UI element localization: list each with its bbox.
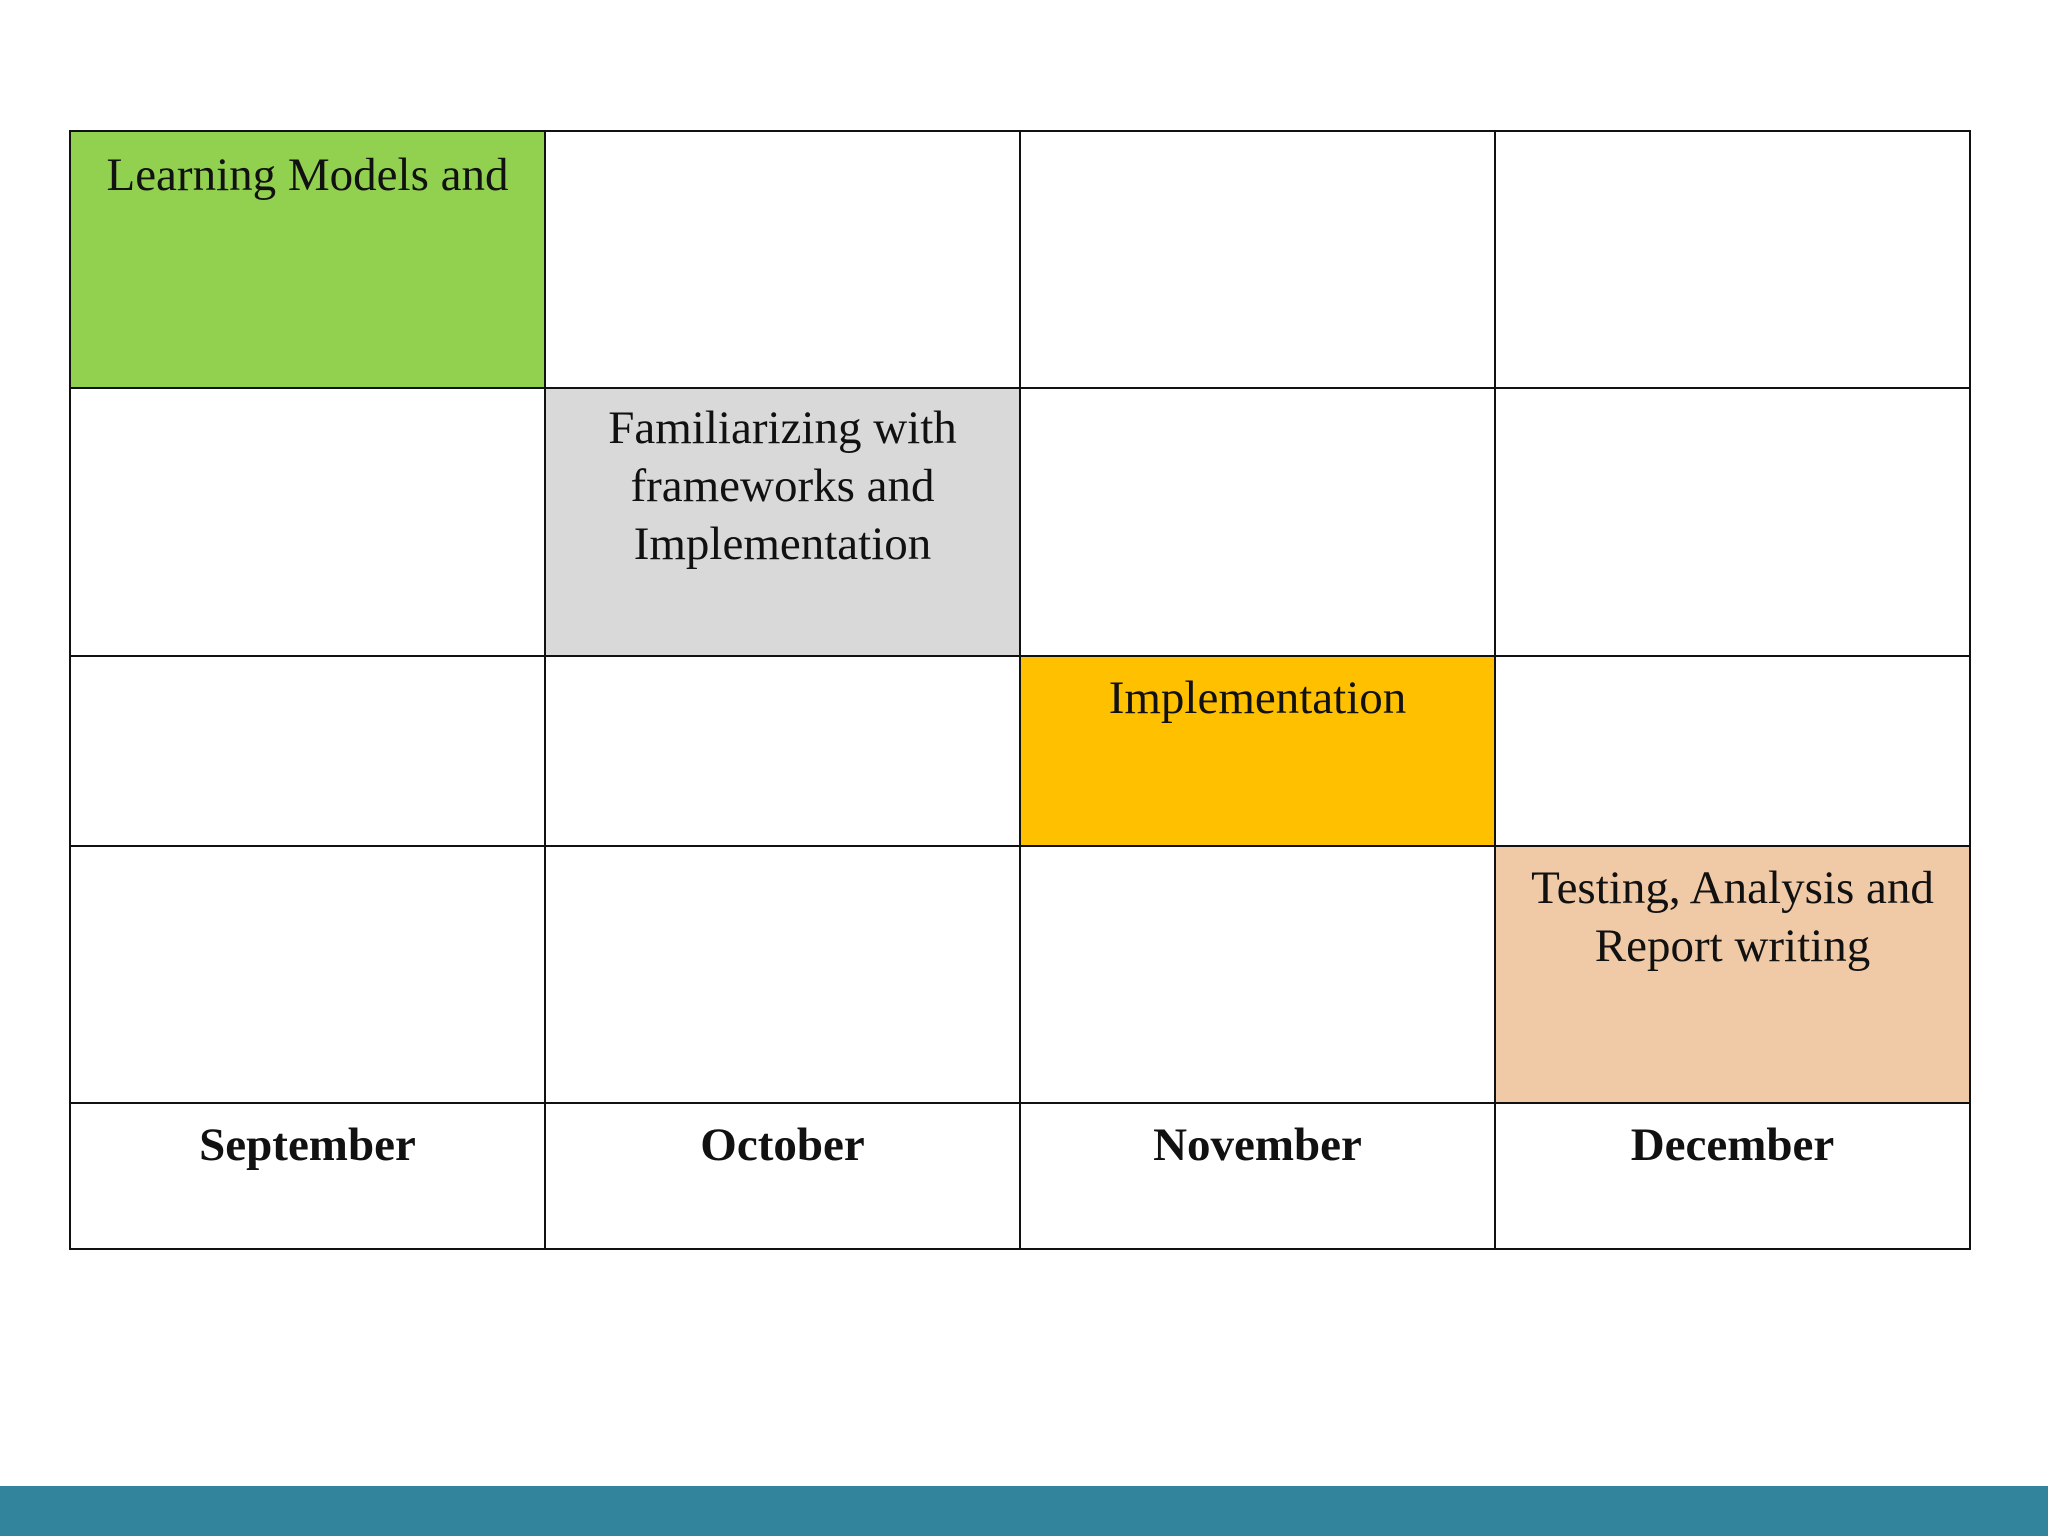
task-cell-testing [1495, 846, 1970, 1103]
empty-cell [545, 131, 1020, 388]
empty-cell [545, 846, 1020, 1103]
month-label: September [199, 1119, 416, 1171]
task-row-1 [70, 131, 1970, 388]
task-label: Implementation [1108, 672, 1407, 724]
task-cell-learning-models [70, 131, 545, 388]
month-cell-september [70, 1103, 545, 1249]
task-row-2 [70, 388, 1970, 656]
empty-cell [1020, 846, 1495, 1103]
timeline-table [69, 130, 1971, 1250]
empty-cell [70, 656, 545, 846]
empty-cell [1020, 388, 1495, 656]
empty-cell [545, 656, 1020, 846]
month-cell-october [545, 1103, 1020, 1249]
task-label: Learning Models and [106, 149, 509, 201]
task-label: Testing, Analysis and Report writing [1531, 862, 1934, 972]
task-cell-familiarizing [545, 388, 1020, 656]
footer-bar [0, 1486, 2048, 1536]
month-label: December [1630, 1119, 1835, 1171]
empty-cell [1020, 131, 1495, 388]
empty-cell [1495, 656, 1970, 846]
month-label: October [700, 1119, 865, 1171]
empty-cell [1495, 131, 1970, 388]
task-cell-implementation [1020, 656, 1495, 846]
empty-cell [70, 846, 545, 1103]
month-cell-december [1495, 1103, 1970, 1249]
task-label: Familiarizing with frameworks and Implementation [608, 402, 957, 570]
month-label: November [1153, 1119, 1362, 1171]
month-header-row [70, 1103, 1970, 1249]
month-cell-november [1020, 1103, 1495, 1249]
task-row-3 [70, 656, 1970, 846]
empty-cell [1495, 388, 1970, 656]
task-row-4 [70, 846, 1970, 1103]
empty-cell [70, 388, 545, 656]
